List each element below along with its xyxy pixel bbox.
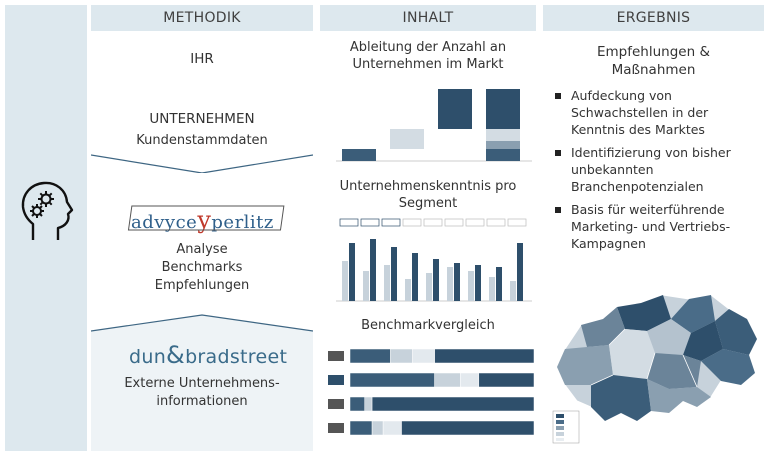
segment-bar [426, 273, 432, 301]
section-anzahl-title [320, 39, 536, 73]
benchmark-segment [350, 397, 365, 411]
segment-bar [391, 247, 397, 301]
benchmark-segment [413, 349, 435, 363]
dun-bradstreet-logo: dun&bradstreet [129, 341, 288, 369]
segment-bar [496, 267, 502, 301]
advyce-perlitz-logo: advyceyperlitz [131, 206, 274, 234]
segment-header-box [340, 219, 358, 226]
segment-bar [412, 253, 418, 301]
segment-header-box [445, 219, 463, 226]
segment-header-box [466, 219, 484, 226]
column-methodik [91, 5, 313, 451]
column-header-inhalt: INHALT [320, 5, 536, 31]
benchmark-segment [435, 349, 534, 363]
benchmark-stacked-chart [326, 343, 536, 447]
segment-bar [454, 263, 460, 301]
segment-bar [405, 279, 411, 301]
waterfall-bar [486, 89, 520, 129]
ergebnis-bullet-list [553, 87, 759, 258]
segment-header-box [382, 219, 400, 226]
benchmark-segment [372, 397, 534, 411]
segment-bar [510, 281, 516, 301]
segment-bar [363, 271, 369, 301]
benchmark-segment [383, 421, 401, 435]
segment-bar [489, 277, 495, 301]
waterfall-chart [334, 85, 534, 167]
benchmark-segment [402, 421, 534, 435]
kundenstammdaten-label: Kundenstammdaten [136, 133, 268, 148]
ergebnis-title-line-1: Empfehlungen & [597, 44, 710, 60]
waterfall-bar [486, 141, 520, 149]
benchmark-segment [365, 397, 372, 411]
row-flag-icon [328, 375, 344, 385]
benchmark-segment [350, 373, 435, 387]
switzerland-map-icon [551, 289, 761, 447]
segment-bar [349, 243, 355, 301]
analyse-text: Analyse [176, 242, 228, 257]
row-flag-icon [328, 423, 344, 433]
segment-bar [384, 265, 390, 301]
waterfall-bar [390, 129, 424, 149]
segment-bar [433, 259, 439, 301]
head-gears-icon [18, 180, 74, 244]
segment-bar [468, 271, 474, 301]
benchmark-segment [350, 421, 372, 435]
section-anzahl-line-1: Ableitung der Anzahl an [349, 40, 507, 55]
waterfall-bar [486, 149, 520, 161]
segment-bar [447, 267, 453, 301]
segment-bar [370, 239, 376, 301]
ihr-unternehmen-badge: IHR UNTERNEHMEN [140, 29, 264, 91]
ergebnis-title-line-2: Maßnahmen [611, 62, 696, 78]
empfehlungen-text: Empfehlungen [154, 278, 250, 293]
analyse-label [91, 241, 313, 295]
row-flag-icon [328, 351, 344, 361]
segment-header-box [508, 219, 526, 226]
segment-bar [342, 261, 348, 301]
section-kenntnis-line-1: Unternehmenskenntnis pro [339, 179, 517, 194]
extern-line-2: informationen [156, 394, 248, 409]
column-header-ergebnis: ERGEBNIS [543, 5, 764, 31]
section-kenntnis-title [320, 178, 536, 212]
segment-bar-chart [328, 217, 534, 309]
benchmark-segment [390, 349, 412, 363]
benchmark-segment [460, 373, 478, 387]
column-header-methodik: METHODIK [91, 5, 313, 31]
column-ergebnis [543, 5, 764, 451]
section-anzahl-line-2: Unternehmen im Markt [352, 57, 504, 72]
list-item: Aufdeckung von Schwachstellen in der Kenntnis des Marktes [553, 87, 759, 138]
extern-line-1: Externe Unternehmens- [124, 376, 280, 391]
benchmark-segment [372, 421, 383, 435]
benchmark-segment [350, 349, 390, 363]
benchmark-segment [435, 373, 461, 387]
waterfall-bar [438, 89, 472, 129]
column-inhalt [320, 5, 536, 451]
segment-header-box [487, 219, 505, 226]
benchmark-segment [479, 373, 534, 387]
segment-bar [475, 265, 481, 301]
segment-header-box [361, 219, 379, 226]
list-item: Basis für weiterführende Marketing- und Vertriebs-Kampagnen [553, 201, 759, 252]
segment-bar [517, 243, 523, 301]
segment-header-box [403, 219, 421, 226]
section-benchmark-title: Benchmarkvergleich [361, 318, 495, 333]
extern-label [91, 375, 313, 411]
ergebnis-title [543, 43, 764, 79]
benchmarks-text: Benchmarks [161, 260, 243, 275]
segment-header-box [424, 219, 442, 226]
section-kenntnis-line-2: Segment [398, 196, 458, 211]
waterfall-bar [342, 149, 376, 161]
row-flag-icon [328, 399, 344, 409]
list-item: Identifizierung von bisher unbekannten Branchenpotenzialen [553, 144, 759, 195]
